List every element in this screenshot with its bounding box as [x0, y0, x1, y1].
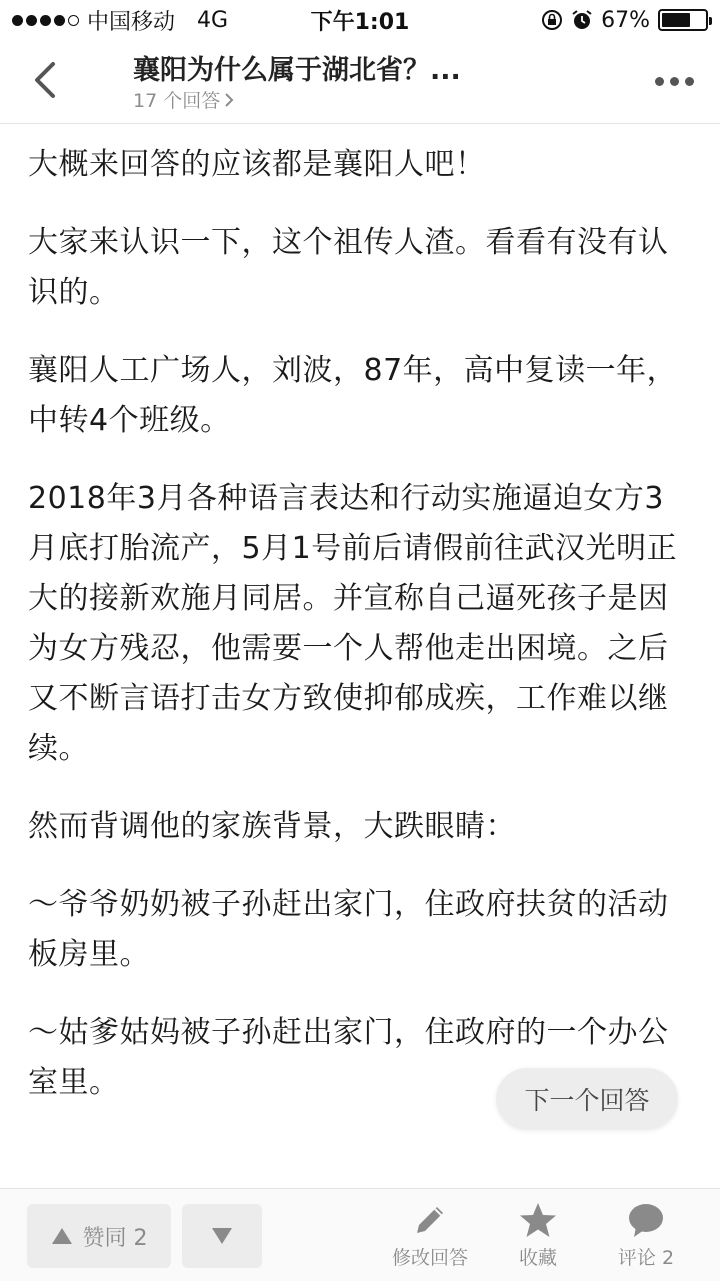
- alarm-clock-icon: [571, 9, 593, 31]
- answer-body: [28, 140, 692, 1136]
- rotation-lock-icon: [541, 9, 563, 31]
- next-answer-button[interactable]: 下一个回答: [496, 1068, 678, 1130]
- answer-paragraph: 大家来认识一下，这个祖传人渣。看看有没有认识的。: [28, 225, 669, 310]
- back-arrow-icon: [31, 60, 57, 100]
- more-button[interactable]: [650, 66, 698, 96]
- more-dots-icon: [655, 77, 664, 86]
- edit-answer-label: 修改回答: [391, 1247, 468, 1269]
- status-bar: [0, 0, 720, 40]
- triangle-up-icon: [51, 1227, 73, 1245]
- status-left: [12, 5, 228, 36]
- downvote-button[interactable]: [182, 1204, 262, 1268]
- nav-header: [0, 40, 720, 124]
- answer-paragraph: 2018年3月各种语言表达和行动实施逼迫女方3月底打胎流产，5月1号前后请假前往武汉光明正大的接新欢施月同居。并宣称自己逼死孩子是因为女方残忍，他需要一个人帮他走出困境。之后又不断言语打击女方致使抑郁成疾，工作难以继续。: [28, 481, 678, 766]
- status-time: 下午1:01: [310, 9, 410, 35]
- collect-label: 收藏: [518, 1247, 557, 1269]
- answer-paragraph: ～姑爹姑妈被子孙赶出家门，住政府的一个办公室里。: [28, 1015, 669, 1100]
- battery-icon: [658, 9, 708, 31]
- battery-percent: 67%: [601, 7, 650, 33]
- comment-label: 评论 2: [617, 1247, 675, 1269]
- signal-strength-icon: [12, 15, 79, 26]
- answer-count-link[interactable]: [133, 86, 234, 113]
- pencil-icon: [411, 1201, 449, 1239]
- question-title[interactable]: 襄阳为什么属于湖北省？...: [133, 55, 461, 86]
- status-right: [541, 8, 708, 33]
- speech-bubble-icon: [626, 1201, 666, 1239]
- answer-count: 17 个回答: [133, 90, 221, 112]
- comment-button[interactable]: [596, 1201, 696, 1270]
- triangle-down-icon: [211, 1227, 233, 1245]
- carrier-name: 中国移动: [87, 9, 176, 35]
- star-icon: [518, 1201, 558, 1239]
- answer-paragraph: 大概来回答的应该都是襄阳人吧！: [28, 147, 486, 182]
- network-type: 4G: [197, 7, 229, 33]
- upvote-label: 赞同 2: [82, 1225, 148, 1251]
- collect-button[interactable]: [488, 1201, 588, 1270]
- back-button[interactable]: [22, 58, 66, 102]
- upvote-button[interactable]: [27, 1204, 171, 1268]
- answer-paragraph: ～爷爷奶奶被子孙赶出家门，住政府扶贫的活动板房里。: [28, 887, 669, 972]
- bottom-action-bar: [0, 1188, 720, 1281]
- answer-paragraph: 襄阳人工广场人，刘波，87年，高中复读一年，中转4个班级。: [28, 353, 678, 438]
- answer-paragraph: 然而背调他的家族背景，大跌眼睛：: [28, 809, 516, 844]
- chevron-right-icon: [224, 92, 234, 108]
- edit-answer-button[interactable]: [380, 1201, 480, 1270]
- battery-fill: [662, 13, 690, 27]
